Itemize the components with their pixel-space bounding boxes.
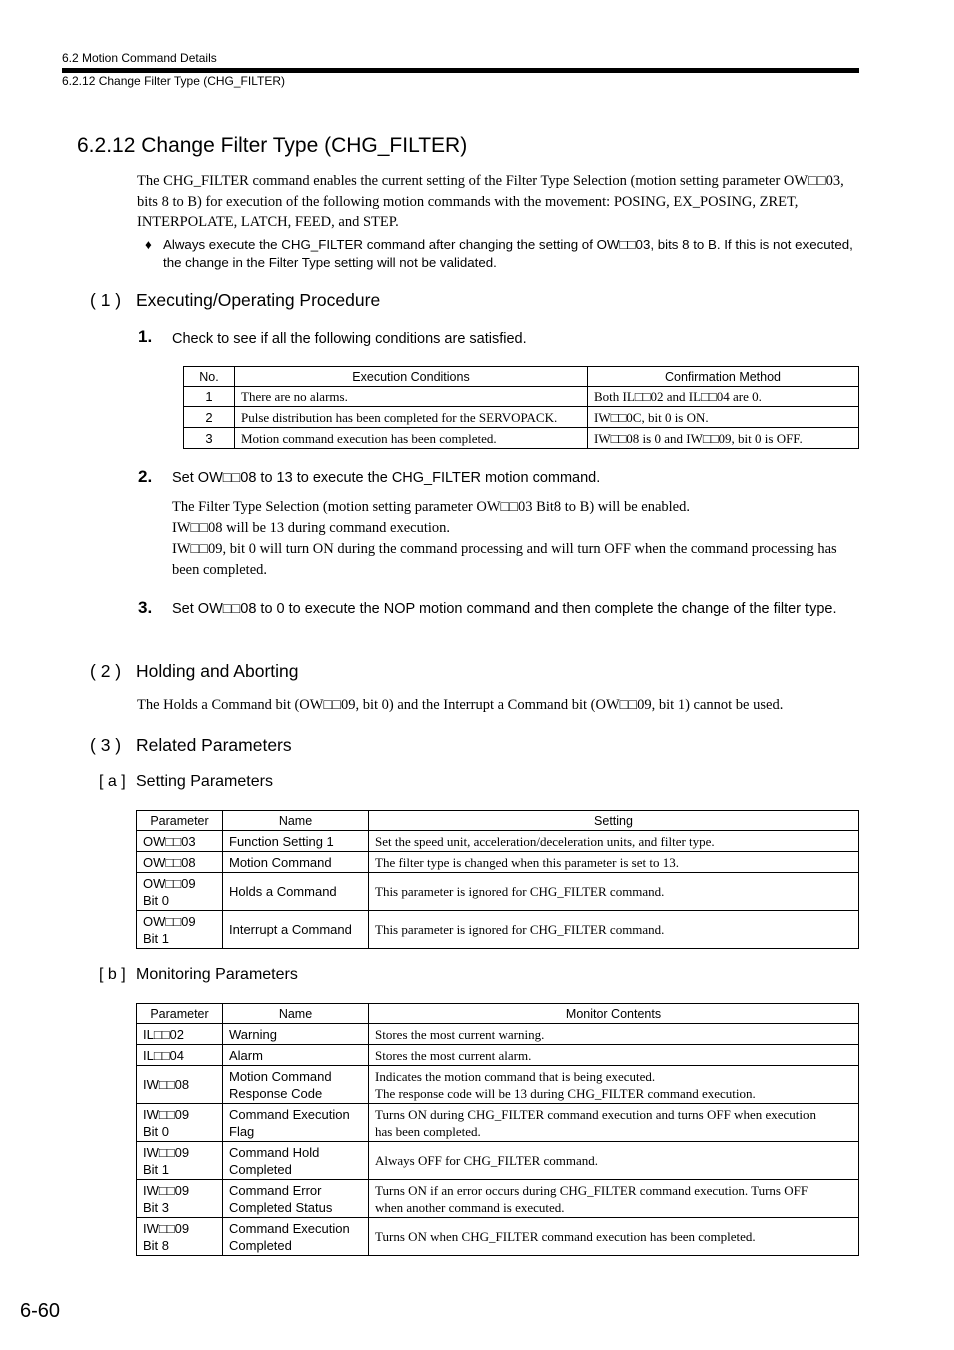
param-line: IW□□09: [143, 1144, 190, 1160]
table-row: [137, 831, 859, 852]
name-line: Flag: [229, 1123, 255, 1139]
cell-monitor: [369, 1218, 859, 1256]
cell-monitor: [369, 1066, 859, 1104]
cell-setting: [369, 831, 859, 852]
step2-number: 2.: [138, 467, 153, 486]
cell-setting: [369, 873, 859, 911]
step3-text: Set OW□□08 to 0 to execute the NOP motion command and then complete the change of the filter type.: [172, 601, 837, 617]
cell-name: [223, 1066, 369, 1104]
step3-number: 3.: [138, 598, 153, 617]
running-header-section: 6.2 Motion Command Details: [62, 51, 217, 65]
running-header-subsection: 6.2.12 Change Filter Type (CHG_FILTER): [62, 74, 285, 88]
name-line: Completed: [229, 1161, 292, 1177]
cell-no: 2: [184, 407, 235, 428]
param-line: Bit 8: [143, 1237, 170, 1253]
cell-condition: Motion command execution has been completed.: [235, 428, 588, 449]
cell-name: [223, 831, 369, 852]
name-line: Response Code: [229, 1085, 323, 1101]
value-line: Indicates the motion command that is being executed.: [375, 1068, 656, 1084]
intro-paragraph: The CHG_FILTER command enables the current setting of the Filter Type Selection (motion setting parameter OW□□03, bits 8 to B) for execution of the following motion commands with the movement: POSING, EX_POSING, ZRET, INTERPOLATE, LATCH, FEED, and STEP.: [137, 173, 844, 230]
cell-confirmation: IW□□0C, bit 0 is ON.: [588, 407, 859, 428]
bullet-mark: ♦: [145, 237, 152, 252]
table-row: [137, 1104, 859, 1142]
name-line: Motion Command: [229, 854, 332, 870]
param-line: OW□□08: [143, 854, 196, 870]
subsection-b-title: Monitoring Parameters: [136, 966, 298, 983]
col-header-parameter: Parameter: [137, 811, 223, 831]
cell-confirmation: IW□□08 is 0 and IW□□09, bit 0 is OFF.: [588, 428, 859, 449]
step2-text: Set OW□□08 to 13 to execute the CHG_FILTER motion command.: [172, 470, 601, 486]
header-rule: [62, 68, 859, 73]
intro-bullet: Always execute the CHG_FILTER command after changing the setting of OW□□03, bits 8 to B. If this is not executed, the change in the Filter Type setting will not be validated.: [163, 237, 853, 270]
name-line: Function Setting 1: [229, 833, 334, 849]
table-header-row: [184, 367, 859, 387]
cell-parameter: [137, 1218, 223, 1256]
table-row: [137, 1045, 859, 1066]
cell-condition: There are no alarms.: [235, 387, 588, 407]
cell-parameter: [137, 911, 223, 949]
section2-text: The Holds a Command bit (OW□□09, bit 0) and the Interrupt a Command bit (OW□□09, bit 1) cannot be used.: [137, 697, 784, 713]
table-row: [137, 1066, 859, 1104]
cell-parameter: [137, 852, 223, 873]
value-line: This parameter is ignored for CHG_FILTER command.: [375, 922, 665, 937]
name-line: Alarm: [229, 1047, 263, 1063]
col-header-monitor-contents: Monitor Contents: [369, 1004, 859, 1024]
cell-setting: [369, 852, 859, 873]
value-line: This parameter is ignored for CHG_FILTER command.: [375, 884, 665, 899]
cell-parameter: [137, 1142, 223, 1180]
name-line: Warning: [229, 1026, 277, 1042]
name-line: Command Execution: [229, 1106, 350, 1122]
table-row: [137, 873, 859, 911]
page-number: 6-60: [20, 1300, 61, 1322]
page-title: 6.2.12 Change Filter Type (CHG_FILTER): [77, 134, 468, 157]
param-line: IW□□08: [143, 1077, 190, 1092]
subsection-a-number: [ a ]: [99, 773, 126, 790]
param-line: Bit 0: [143, 892, 170, 908]
param-line: Bit 0: [143, 1123, 170, 1139]
cell-parameter: [137, 873, 223, 911]
section2-number: ( 2 ): [90, 661, 122, 681]
col-header-confirmation: Confirmation Method: [588, 367, 859, 387]
table-row: [137, 852, 859, 873]
cell-no: 1: [184, 387, 235, 407]
value-line: Set the speed unit, acceleration/deceleration units, and filter type.: [375, 833, 715, 849]
table-row: [137, 911, 859, 949]
table-row: [184, 428, 859, 449]
name-line: Motion Command: [229, 1068, 332, 1084]
value-line: Stores the most current warning.: [375, 1026, 545, 1042]
cell-name: [223, 911, 369, 949]
step2-line: IW□□08 will be 13 during command execution.: [172, 520, 451, 536]
cell-parameter: [137, 1180, 223, 1218]
cell-name: [223, 852, 369, 873]
param-line: OW□□03: [143, 833, 196, 849]
value-line: The filter type is changed when this parameter is set to 13.: [375, 854, 679, 870]
cell-name: [223, 1218, 369, 1256]
cell-setting: [369, 911, 859, 949]
table-row: [184, 407, 859, 428]
section1-number: ( 1 ): [90, 290, 122, 310]
param-line: IL□□02: [143, 1026, 185, 1042]
cell-confirmation: Both IL□□02 and IL□□04 are 0.: [588, 387, 859, 407]
value-line: Always OFF for CHG_FILTER command.: [375, 1153, 599, 1168]
value-line: Turns ON when CHG_FILTER command execution has been completed.: [375, 1229, 756, 1244]
step1-text: Check to see if all the following conditions are satisfied.: [172, 331, 527, 347]
cell-monitor: [369, 1104, 859, 1142]
cell-condition: Pulse distribution has been completed for the SERVOPACK.: [235, 407, 588, 428]
param-line: IL□□04: [143, 1047, 185, 1063]
cell-parameter: [137, 1066, 223, 1104]
section3-number: ( 3 ): [90, 735, 122, 755]
step1-number: 1.: [138, 327, 153, 346]
cell-monitor: [369, 1024, 859, 1045]
section2-title: Holding and Aborting: [136, 661, 299, 681]
cell-name: [223, 1024, 369, 1045]
table-header-row: [137, 1004, 859, 1024]
subsection-a-title: Setting Parameters: [136, 773, 273, 790]
cell-parameter: [137, 831, 223, 852]
name-line: Command Error: [229, 1182, 322, 1198]
section3-title: Related Parameters: [136, 735, 292, 755]
col-header-name: Name: [223, 811, 369, 831]
name-line: Completed Status: [229, 1199, 333, 1215]
cell-parameter: [137, 1045, 223, 1066]
table-row: [137, 1024, 859, 1045]
setting-parameters-table: [136, 810, 859, 949]
param-line: Bit 1: [143, 1161, 170, 1177]
value-line: Stores the most current alarm.: [375, 1047, 532, 1063]
table-header-row: [137, 811, 859, 831]
cell-name: [223, 1104, 369, 1142]
name-line: Holds a Command: [229, 884, 337, 899]
cell-name: [223, 873, 369, 911]
col-header-no: No.: [184, 367, 235, 387]
cell-monitor: [369, 1142, 859, 1180]
param-line: IW□□09: [143, 1106, 190, 1122]
value-line: Turns ON during CHG_FILTER command execution and turns OFF when execution: [375, 1106, 817, 1122]
col-header-setting: Setting: [369, 811, 859, 831]
name-line: Completed: [229, 1237, 292, 1253]
cell-parameter: [137, 1024, 223, 1045]
step2-line: IW□□09, bit 0 will turn ON during the command processing and will turn OFF when the command processing has been completed.: [172, 541, 837, 578]
param-line: Bit 1: [143, 930, 170, 946]
cell-no: 3: [184, 428, 235, 449]
param-line: IW□□09: [143, 1220, 190, 1236]
param-line: IW□□09: [143, 1182, 190, 1198]
table-row: [184, 387, 859, 407]
cell-name: [223, 1045, 369, 1066]
col-header-conditions: Execution Conditions: [235, 367, 588, 387]
value-line: when another command is executed.: [375, 1199, 565, 1215]
cell-name: [223, 1180, 369, 1218]
table-row: [137, 1218, 859, 1256]
name-line: Command Hold: [229, 1144, 320, 1160]
col-header-name: Name: [223, 1004, 369, 1024]
value-line: has been completed.: [375, 1123, 481, 1139]
col-header-parameter: Parameter: [137, 1004, 223, 1024]
value-line: Turns ON if an error occurs during CHG_FILTER command execution. Turns OFF: [375, 1182, 809, 1198]
subsection-b-number: [ b ]: [99, 966, 126, 983]
step2-line: The Filter Type Selection (motion setting parameter OW□□03 Bit8 to B) will be enabled.: [172, 499, 690, 515]
monitoring-parameters-table: [136, 1003, 859, 1256]
cell-monitor: [369, 1045, 859, 1066]
param-line: Bit 3: [143, 1199, 170, 1215]
param-line: OW□□09: [143, 913, 196, 929]
cell-name: [223, 1142, 369, 1180]
param-line: OW□□09: [143, 875, 196, 891]
name-line: Interrupt a Command: [229, 922, 352, 937]
table-row: [137, 1180, 859, 1218]
section1-title: Executing/Operating Procedure: [136, 290, 381, 310]
value-line: The response code will be 13 during CHG_FILTER command execution.: [375, 1085, 756, 1101]
table-row: [137, 1142, 859, 1180]
name-line: Command Execution: [229, 1220, 350, 1236]
cell-parameter: [137, 1104, 223, 1142]
cell-monitor: [369, 1180, 859, 1218]
execution-conditions-table: [183, 366, 859, 449]
